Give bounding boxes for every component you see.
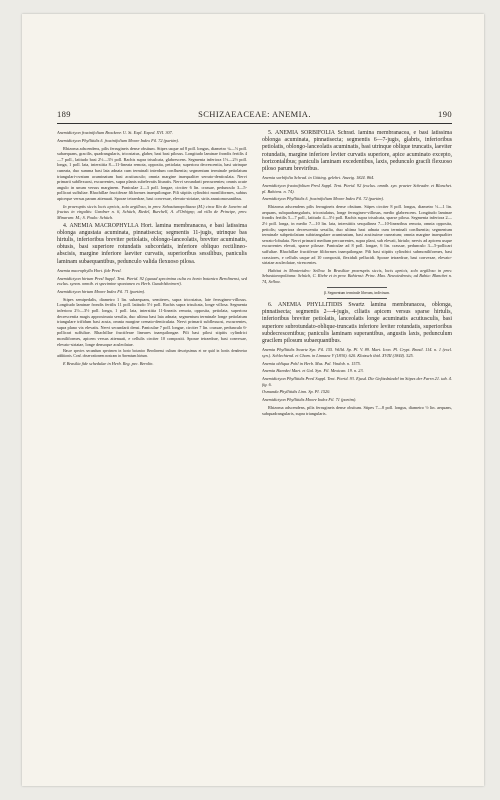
synonym-citation: Anemidictyon Phyllitidis Moore Index Fil. 71 (partim). <box>262 397 357 403</box>
species-description: Rhizoma adscendens, pilis ferrugineis dense obsitum. Stipes 7—8 poll. longus, diametro ½ lin. aequans, subquadrangularis, supra triangularis. <box>262 405 452 416</box>
section-rule <box>327 287 387 288</box>
running-title: SCHIZAEACEAE: ANEMIA. <box>198 109 311 119</box>
book-spread <box>22 14 484 786</box>
left-text-column <box>57 130 247 780</box>
habitat-note: Habitat in Montevideo: Sellow. In Brasiliae praeruptis siccis, locis apricis, solo argilloso in prov. Sebastianopolitana: Schüch, C. Riebe et in prov. Bahiensi: Princ. Max. Neuwiedensis; ad Bahia: Blanchet n. 74, Sellow. <box>262 267 452 285</box>
species-description: Rhizoma adscendens pilis ferrugineis dense obsitum. Stipes circiter 8 poll. longus, diametro ⅓—1 lin. aequans, subquadrangularis, tricostulatus, longe ferrugineo-villosus, medio glabrescens. Longitudo laminae frondis fertilis 5—7 poll., latitudo 4—5½ poll. Rachis supra trisulcata, sparse pilosa. Segmenta inferiora 2—2½ poll. longa, in medio 7—10 lin. lata, interstitiis sesquilinea 7—10-linearibus remota, omnia opposita, petiolis; superiora decrescentia sessilia, duo ultima basi adnata cum terminali confluentia; segmentum terminale subpetiolatum subtriangulare acuminatum, basi acutissime cuneatum; omnia margine inaequaliter serrato-lobulata. Nervi primarii medium percurrentes, supra plani, sub elevati, hirtulo; nervis ad apicem usque excurrentes elevati, sparse pilosae. Paniculae ad 8 poll. longae, 6 lin. crassae, pedunculo 3—5-pollicari suffultae. Rhachillae fructiferae filiformes inaequilongae. Pili basi stipitis cylindrici submoniliformes, basi crassiores, e cellulis usque ad 10 compositi, flexiduli pellucidi. Sporae tetraedrae, basi convexae, elevato-striatae aculeolatae, virescentes. <box>262 204 452 266</box>
synonym-citation: Anemia sorbifolia Schrad. in Götting. gelehrt. Anzeig. 1824. 864. <box>262 175 375 181</box>
synonym-citation: Anemidictyon hirtum Moore Index Fil. 71 (partim). <box>57 289 146 295</box>
section-subheading: β. Segmentum terminale liberum, indivisum. <box>323 290 391 295</box>
left-page-number: 189 <box>57 109 71 119</box>
right-page-number: 190 <box>438 109 452 119</box>
synonym-citation: Anemia obliqua Pohl in Herb. Mus. Pal. Vindob. n. 1575. <box>262 360 361 366</box>
section-rule <box>327 298 387 299</box>
synonym-citation: Anemidictyon Phyllitidis Presl Suppl. Tent. Pterid. 93. Ejusd. Die Gefässbündel im Stipes der Farrn 21. tab. 4. fig. 6. <box>262 376 452 387</box>
synonym-citation: Anemia Phyllitidis Swartz Syn. Fil. 155. Willd. Sp. Pl. V. 89. Mart. Icon. Pl. Crypt. Brasil. 114. n. 1 (excl. syn.). Schlechtend. et Cham. in Linnaea V (1830). 620. Klotzsch ibid. XVIII (1844). 525. <box>262 347 452 358</box>
species-heading-4: 4. ANEMIA MACROPHYLLA Hort. lamina membranacea, e basi latissima oblonga angustata acuminata, pinnatisecta; segmentis 11-jugis, utrinque bas hirtulis, inferioribus breviter petiolatis, oblongo-lanceolatis, breviter acuminatis, obtusis, basi superiore rotundatis subcordatis, inferiore obliquo rectilineo-abscisis, margine inferiore laeviter curvatis, superioribus sessilibus, paniculis laminam subaequantibus, pedunculo valida flexuoso pilosa. <box>57 222 247 265</box>
habitat-note: In praeruptis siccis locis apricis, solo argilloso, in prov. Sebastianopolitana (M.) circa Rio de Janeiro ad fructus in virgultis: Gardner n. 6, Schüch, Riedel, Burchell, A. d'Orbigny; ad villa de Principe, prov. Minarum: M.; S. Paulo: Schüch. <box>57 203 247 220</box>
right-text-column <box>262 130 452 780</box>
synonym-citation: Anemidictyon fraxinifolium Presl Suppl. Tent. Pterid. 92 (exclus. omnib. syn. praeter Schrader. et Blanchet. pl. Bahiens. n. 74). <box>262 183 452 194</box>
synonym-citation: Anemia macrophylla Hort. fide Presl. <box>57 267 122 273</box>
synonym-citation: Anemidictyon Phyllitidis δ. fraxinifolium Moore Index Fil. 72 (partim). <box>262 196 385 202</box>
locality-note: E Brasilia fide schedulae in Herb. Reg. pec. Berolin. <box>63 361 154 367</box>
synonym-citation: Anemidictyon fraxinifolium Brackenr. U. St. Expl. Exped. XVI. 307. <box>57 130 173 135</box>
species-description: Rhizoma adscendens, pilis ferrugineis dense obsitum. Stipes usque ad 8 poll. longus, diametro ¼—⅓ poll. subaequans, gracilis, quadrangularis, tricostatus, glaber, basi basi pilosus. Longitudo laminae frondis fertilis 4—7 poll., latitudo basi 2½—3½ poll. Rachis supra trisulcata, glabrescens. Segmenta inferiora 1½—2½ poll. longa, 1 poll. lata, interstitia 8—11-lineata remota, opposita, petiolata; superiora decrescentia, basi utrinque cuneata, duo summa basi lata adnata cum terminali interdum confluentia; segmentum terminale petiolatum triangulari-ovatum acuminatum basi acutiusculo; omnia margine inaequaliter serrato-denticulata. Nervi primarii subflexuosi, excurrentes, supra planis subelevatis lituratis. Nervi secundarii percurrentes; omnis acute angulo in unum versus marginem. Paniculae 2—3 poll. longae, circiter 6 lin. crassae, pedunculo 3—5-pollicari suffultae. Rhachillae fructiferae filiformes inaequilongae. Pili stipitis cylindrici moniliformes, subtus apiceque versus parum attenuati. Sporae tetraedrae, basi convexae, elevato-striatae, striis anastomosantibus. <box>57 145 247 201</box>
synonym-citation: Anemidictyon Phyllitidis δ. fraxinifolium Moore Index Fil. 72 (partim). <box>57 137 180 143</box>
synonym-citation: Osmunda Phyllitidis Linn. Sp. Pl. 1520. <box>262 389 331 395</box>
running-header <box>57 107 452 124</box>
species-description: Stipes semipedalis, diametro 1 lin. subaequans, semiteres, supra tricostatus, late ferrugineo-villosus. Longitudo laminae frondis fertilis 11 poll. latitudo 5½ poll. Rachis supra trisulcata, longe villosa. Segmenta inferiora 2½—3½ poll. longa, 1 poll. lata, interstitia 11-lineatis remota, opposita, petiolata, superiora decrescentia magis approximata sessilia, duo ultima basi lata adnata; segmentum terminale longe petiolatum triangulare trifidum basi acuta, omnia margine crenato-denticulata. Nervi primarii subflexuosi, excurrentes, supra plano vix elevatis. Nervi secundarii densi. Paniculae 7 poll. longae, circiter 7 lin. crassae, pedunculo 6-pollicari suffultae. Rhachillae fructiferae lineares inaequilongae. Pili basi pilosi stipitis cylindrici moniliformes, apicem versus attenuati, e cellulis circiter 10 compositi. Sporae tetraedrae, basi convexae, elevato-striatae, longe densoque aculeolatae. <box>57 296 247 347</box>
synonym-citation: Anemidictyon hirtum Presl Suppl. Tent. Pterid. 92 (quoad specimina culta ex horto botanico Berolinensi, sed exclus. synon. omnib. et specimine spontaneo ex Herb. Gundelsheimeri). <box>57 275 247 287</box>
synonym-citation: Anemia Haenkei Mart. et Gal. Syn. Fil. Mexican. 19. n. 23. <box>262 368 364 374</box>
species-heading-6: 6. ANEMIA PHYLLITIDIS Swartz lamina membranacea, oblonga, pinnatisecta; segmentis 2—4-jugis, ciliatis apicem versus sparse hirtulis, inferioribus breviter petiolatis, lanceolatis longe acuminatis acutiusculis, basi superiore subrotundato-oblique-truncatis inferiore leviter rotundatis, superioribus subdecrescentibus; paniculis laminam superantibus, angustis laxis, pedunculum gracilem pilosum subaequantibus. <box>262 301 452 344</box>
species-heading-5: 5. ANEMIA SORBIFOLIA Schrad. lamina membranacea, e basi latissima oblonga acuminata, pinnatisecta; segmentis 6—7-jugis, glabris, inferioribus petiolatis, oblongo-lanceolatis acuminatis, basi utrinque oblique truncatis, laeviter rotundatis, margine inferiore leviter curvatis superiore, apice acuminato excepto, horizontalibus; paniculis laminam excedentibus, laxis, pedunculo gracili flexuoso piloso parum breviribus. <box>262 130 452 173</box>
observation-note: Hasce species secundum specimen in horto botanico Berolinensi cultum descripsimus et ne quid in hortis denderetur additionis. Conf. observationem nostram in Anemium hirtum. <box>57 349 247 359</box>
